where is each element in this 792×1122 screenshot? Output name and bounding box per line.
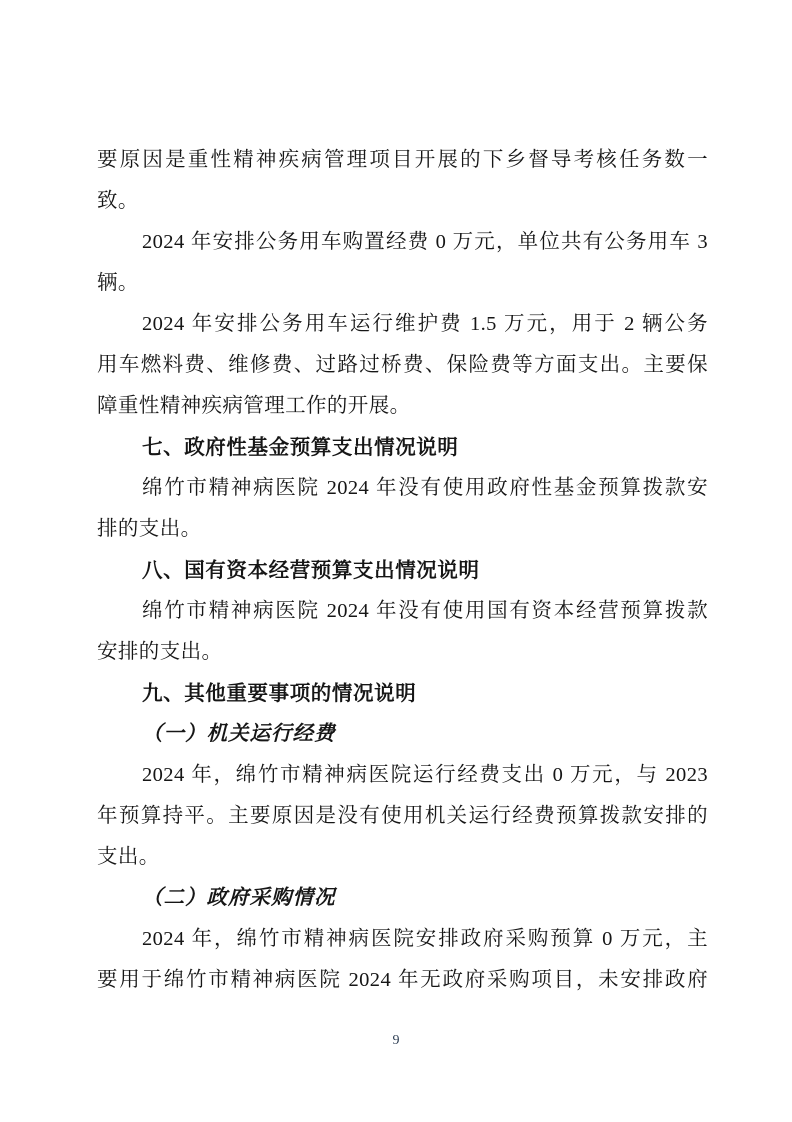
text-line: 要用于绵竹市精神病医院 2024 年无政府采购项目，未安排政府 [97,969,708,991]
text-line: 2024 年安排公务用车购置经费 0 万元，单位共有公务用车 3 [142,231,708,253]
text-line: 安排的支出。 [97,641,223,663]
text-line: 支出。 [97,846,160,868]
text-line: 绵竹市精神病医院 2024 年没有使用政府性基金预算拨款安 [142,477,708,499]
text-line: 排的支出。 [97,518,202,540]
section-heading-nine: 九、其他重要事项的情况说明 [142,682,417,705]
text-line: 致。 [97,190,139,212]
text-line: 辆。 [97,272,139,294]
text-line: 2024 年，绵竹市精神病医院安排政府采购预算 0 万元，主 [142,928,708,950]
text-line: 障重性精神疾病管理工作的开展。 [97,395,411,417]
text-line: 年预算持平。主要原因是没有使用机关运行经费预算拨款安排的 [97,805,708,827]
text-line: 用车燃料费、维修费、过路过桥费、保险费等方面支出。主要保 [97,354,708,376]
section-heading-seven: 七、政府性基金预算支出情况说明 [142,436,459,459]
text-line: 绵竹市精神病医院 2024 年没有使用国有资本经营预算拨款 [142,600,708,622]
text-line: 2024 年安排公务用车运行维护费 1.5 万元，用于 2 辆公务 [142,313,708,335]
text-line: 2024 年，绵竹市精神病医院运行经费支出 0 万元，与 2023 [142,764,708,786]
subsection-heading-two: （二）政府采购情况 [142,887,336,909]
section-heading-eight: 八、国有资本经营预算支出情况说明 [142,559,480,582]
text-line: 要原因是重性精神疾病管理项目开展的下乡督导考核任务数一 [97,149,708,171]
page-number: 9 [392,1033,400,1048]
text-block [97,140,708,1001]
subsection-heading-one: （一）机关运行经费 [142,723,336,745]
